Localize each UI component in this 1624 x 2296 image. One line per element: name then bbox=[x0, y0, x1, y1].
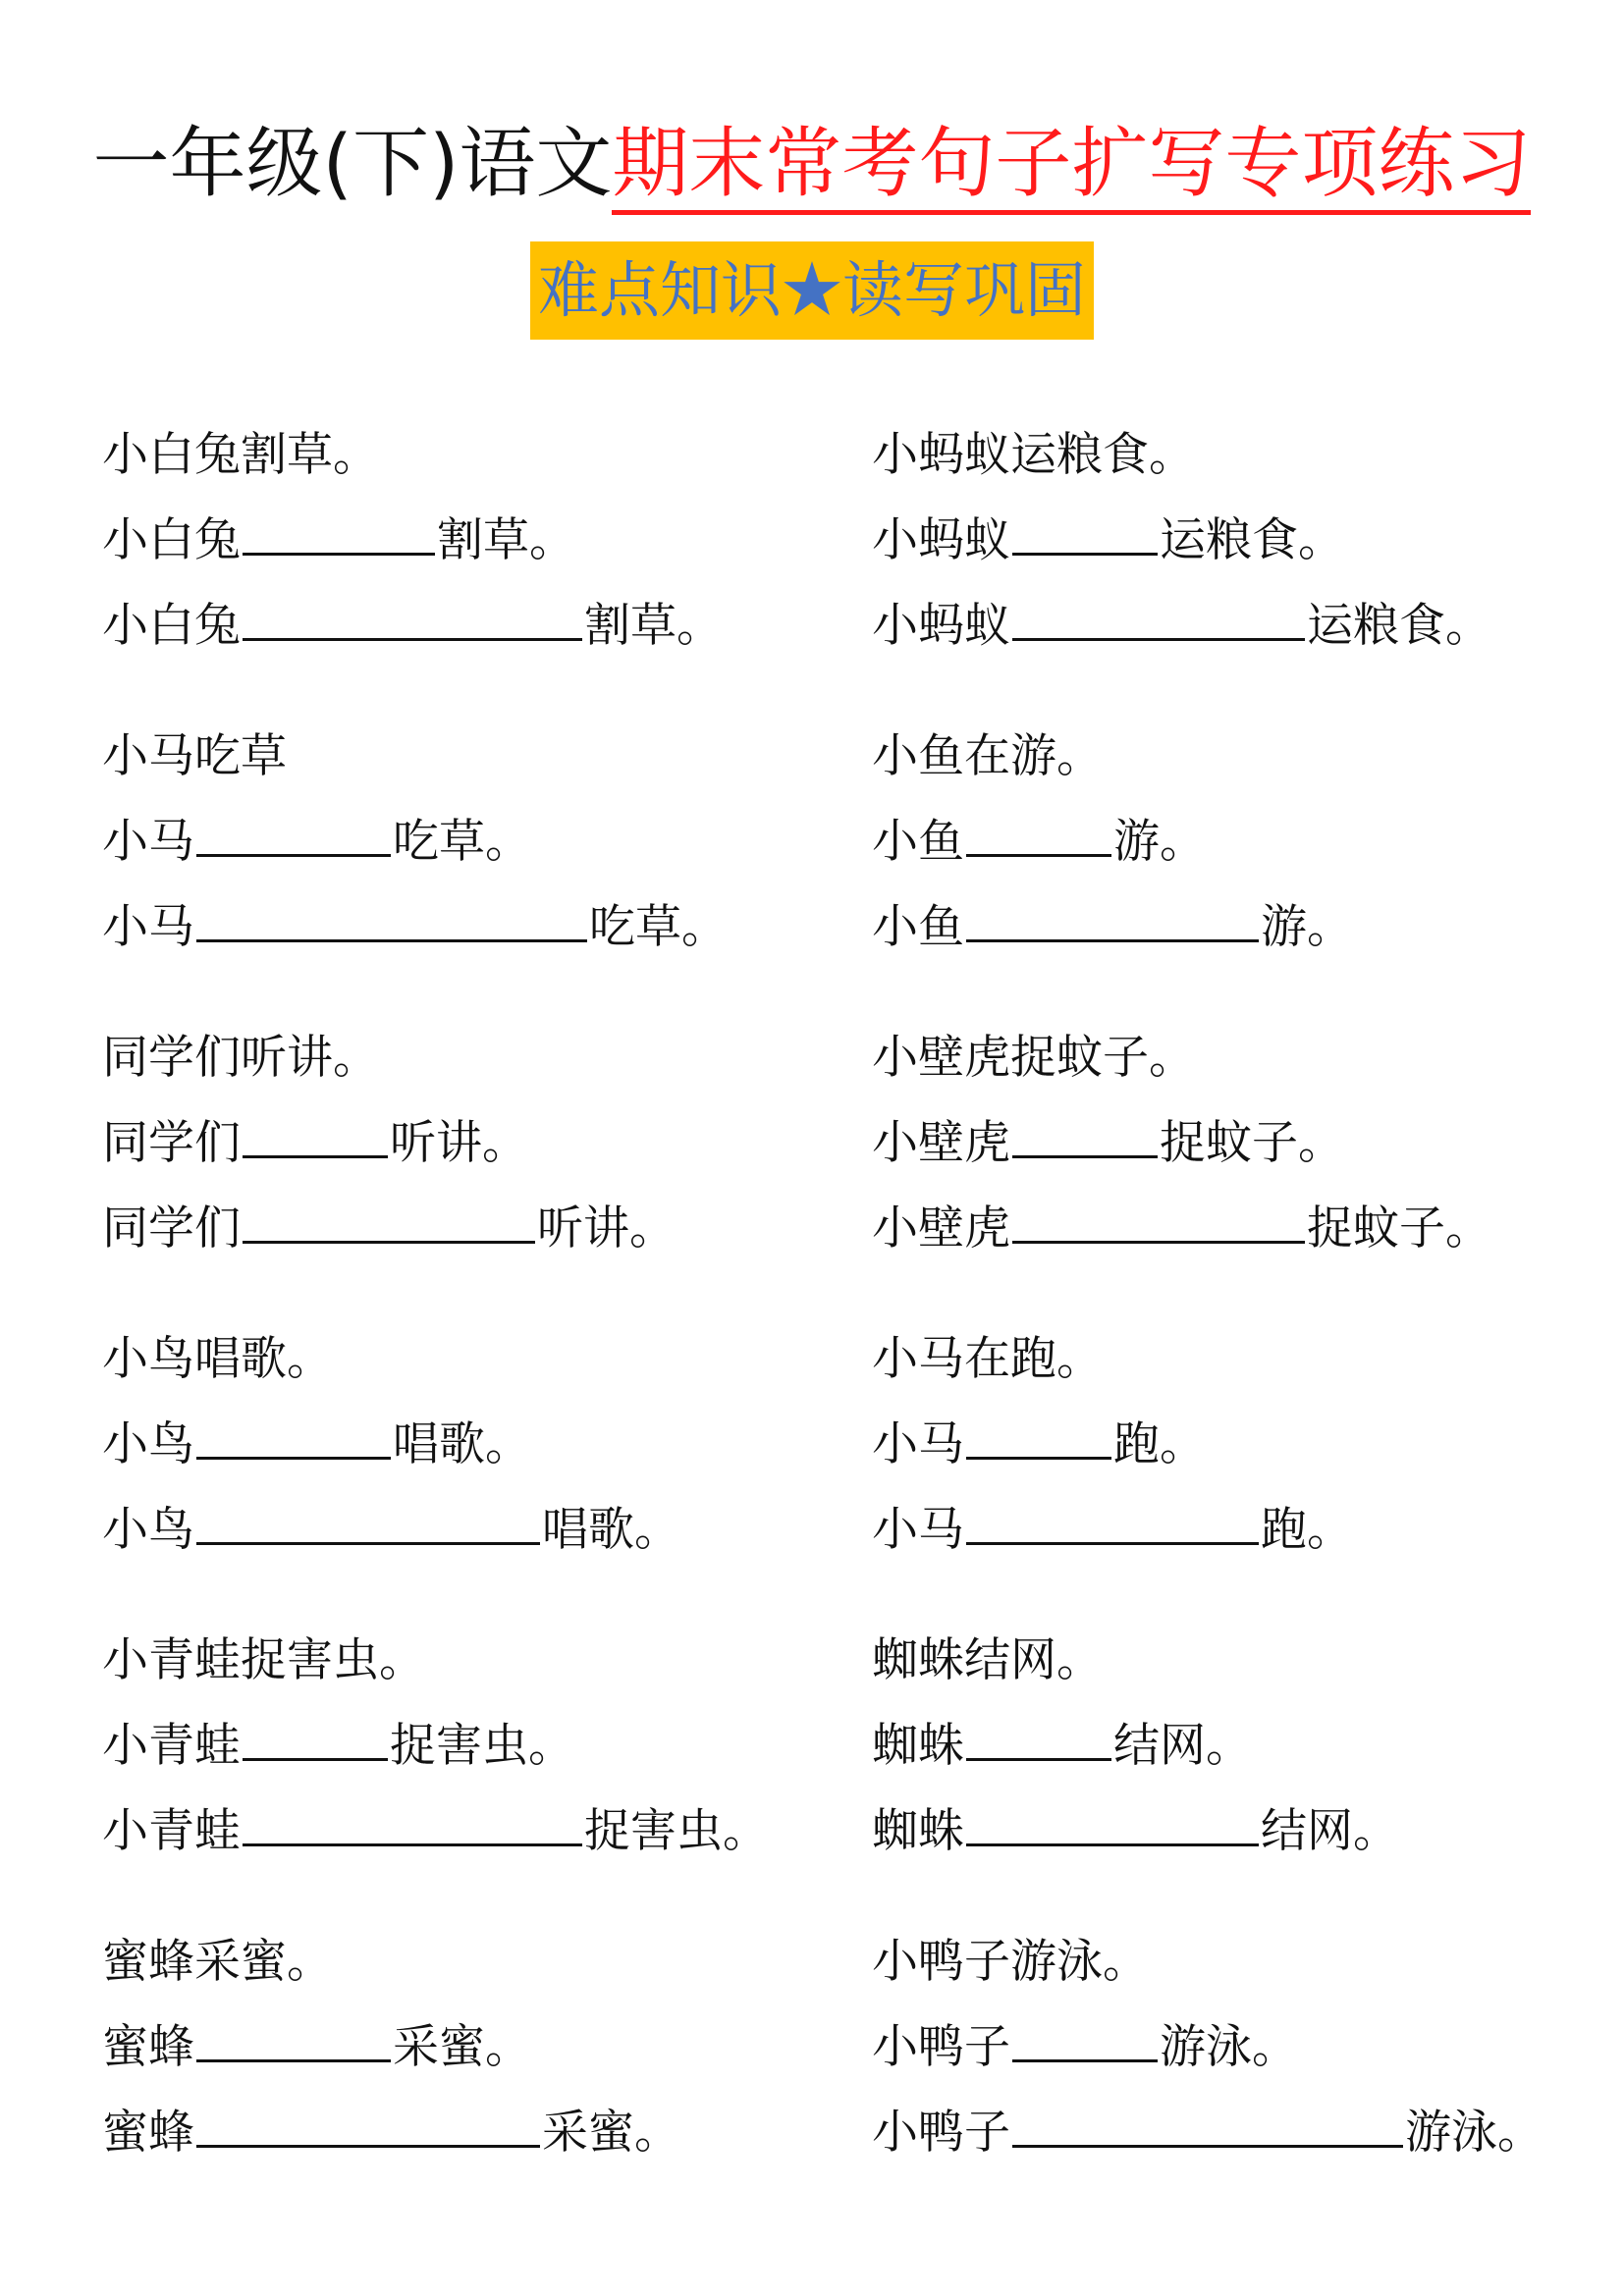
predicate: 结网。 bbox=[1113, 1719, 1252, 1773]
answer-blank[interactable] bbox=[1012, 2094, 1403, 2148]
subject: 小鱼 bbox=[872, 900, 964, 954]
answer-blank[interactable] bbox=[966, 1406, 1111, 1460]
subject: 小鱼 bbox=[872, 815, 964, 869]
answer-blank[interactable] bbox=[966, 888, 1259, 942]
expand-line-long bbox=[102, 1487, 848, 1573]
subtitle-part2: 读写巩固 bbox=[842, 254, 1087, 326]
predicate: 听讲。 bbox=[537, 1201, 676, 1255]
subtitle bbox=[530, 241, 1094, 340]
expand-line-long bbox=[872, 1487, 1618, 1573]
subject: 蜜蜂 bbox=[102, 2020, 194, 2074]
subject: 小青蛙 bbox=[102, 1719, 241, 1773]
answer-blank[interactable] bbox=[196, 888, 587, 942]
answer-blank[interactable] bbox=[243, 1104, 388, 1158]
original-sentence: 小马在跑。 bbox=[872, 1332, 1103, 1386]
answer-blank[interactable] bbox=[243, 1707, 388, 1761]
answer-blank[interactable] bbox=[966, 803, 1111, 857]
expand-line-short bbox=[872, 2004, 1618, 2090]
exercise-group bbox=[872, 412, 1618, 714]
answer-blank[interactable] bbox=[196, 2008, 391, 2062]
expand-line-short bbox=[872, 498, 1618, 583]
exercise-group bbox=[102, 1919, 848, 2220]
exercise-group bbox=[102, 1316, 848, 1618]
subject: 小鸭子 bbox=[872, 2106, 1010, 2160]
expand-line-long bbox=[102, 884, 848, 970]
answer-blank[interactable] bbox=[243, 502, 435, 556]
subject: 小白兔 bbox=[102, 513, 241, 567]
subject: 小马 bbox=[872, 1417, 964, 1471]
original-sentence: 小马吃草 bbox=[102, 729, 287, 783]
answer-blank[interactable] bbox=[196, 803, 391, 857]
predicate: 结网。 bbox=[1261, 1804, 1399, 1858]
subject: 蜜蜂 bbox=[102, 2106, 194, 2160]
answer-blank[interactable] bbox=[966, 1491, 1259, 1545]
expand-line-short bbox=[102, 2004, 848, 2090]
predicate: 捉害虫。 bbox=[390, 1719, 574, 1773]
answer-blank[interactable] bbox=[1012, 587, 1305, 641]
subject: 同学们 bbox=[102, 1116, 241, 1170]
expand-line-long bbox=[102, 583, 848, 668]
predicate: 吃草。 bbox=[393, 815, 531, 869]
predicate: 跑。 bbox=[1261, 1503, 1353, 1557]
subject: 同学们 bbox=[102, 1201, 241, 1255]
original-sentence: 蜜蜂采蜜。 bbox=[102, 1935, 333, 1989]
subject: 小鸭子 bbox=[872, 2020, 1010, 2074]
exercise-group bbox=[872, 1919, 1618, 2220]
expand-line-short bbox=[102, 1402, 848, 1487]
subtitle-banner bbox=[0, 241, 1624, 340]
exercise-column-left bbox=[102, 412, 848, 2220]
expand-line-short bbox=[102, 1100, 848, 1186]
page-title bbox=[0, 110, 1624, 218]
exercise-group bbox=[872, 714, 1618, 1015]
expand-line-long bbox=[102, 1186, 848, 1271]
answer-blank[interactable] bbox=[196, 2094, 540, 2148]
subject: 小壁虎 bbox=[872, 1116, 1010, 1170]
predicate: 割草。 bbox=[437, 513, 575, 567]
exercise-group bbox=[872, 1316, 1618, 1618]
subject: 蜘蛛 bbox=[872, 1719, 964, 1773]
answer-blank[interactable] bbox=[1012, 502, 1158, 556]
answer-blank[interactable] bbox=[243, 1190, 535, 1244]
original-sentence: 小蚂蚁运粮食。 bbox=[872, 428, 1195, 482]
predicate: 吃草。 bbox=[589, 900, 728, 954]
original-sentence: 小白兔割草。 bbox=[102, 428, 379, 482]
subject: 小马 bbox=[872, 1503, 964, 1557]
title-highlight: 期末常考句子扩写专项练习 bbox=[612, 120, 1531, 215]
subject: 小马 bbox=[102, 900, 194, 954]
exercise-group bbox=[102, 412, 848, 714]
original-sentence: 小壁虎捉蚊子。 bbox=[872, 1031, 1195, 1085]
subtitle-part1: 难点知识 bbox=[537, 254, 782, 326]
subject: 小蚂蚁 bbox=[872, 513, 1010, 567]
subject: 小蚂蚁 bbox=[872, 599, 1010, 653]
exercise-group bbox=[872, 1618, 1618, 1919]
subject: 小马 bbox=[102, 815, 194, 869]
predicate: 采蜜。 bbox=[542, 2106, 680, 2160]
star-icon: ★ bbox=[781, 254, 842, 326]
predicate: 捉蚊子。 bbox=[1307, 1201, 1491, 1255]
subject: 小青蛙 bbox=[102, 1804, 241, 1858]
predicate: 运粮食。 bbox=[1160, 513, 1344, 567]
expand-line-long bbox=[102, 2090, 848, 2175]
original-sentence: 小鸟唱歌。 bbox=[102, 1332, 333, 1386]
expand-line-short bbox=[872, 1100, 1618, 1186]
exercise-column-right bbox=[872, 412, 1618, 2220]
exercise-group bbox=[102, 1015, 848, 1316]
subject: 小鸟 bbox=[102, 1503, 194, 1557]
answer-blank[interactable] bbox=[196, 1491, 540, 1545]
expand-line-short bbox=[102, 498, 848, 583]
subject: 小壁虎 bbox=[872, 1201, 1010, 1255]
expand-line-short bbox=[102, 799, 848, 884]
predicate: 游。 bbox=[1261, 900, 1353, 954]
exercise-group bbox=[102, 714, 848, 1015]
subject: 蜘蛛 bbox=[872, 1804, 964, 1858]
original-sentence: 小青蛙捉害虫。 bbox=[102, 1633, 425, 1687]
original-sentence: 同学们听讲。 bbox=[102, 1031, 379, 1085]
predicate: 捉蚊子。 bbox=[1160, 1116, 1344, 1170]
predicate: 割草。 bbox=[584, 599, 723, 653]
predicate: 捉害虫。 bbox=[584, 1804, 769, 1858]
answer-blank[interactable] bbox=[196, 1406, 391, 1460]
predicate: 采蜜。 bbox=[393, 2020, 531, 2074]
predicate: 游泳。 bbox=[1405, 2106, 1543, 2160]
subject: 小白兔 bbox=[102, 599, 241, 653]
expand-line-short bbox=[872, 799, 1618, 884]
expand-line-long bbox=[872, 583, 1618, 668]
exercise-group bbox=[872, 1015, 1618, 1316]
original-sentence: 蜘蛛结网。 bbox=[872, 1633, 1103, 1687]
expand-line-long bbox=[102, 1789, 848, 1874]
answer-blank[interactable] bbox=[966, 1792, 1259, 1846]
title-prefix: 一年级(下)语文 bbox=[92, 120, 613, 208]
predicate: 游。 bbox=[1113, 815, 1206, 869]
predicate: 运粮食。 bbox=[1307, 599, 1491, 653]
subject: 小鸟 bbox=[102, 1417, 194, 1471]
exercise-group bbox=[102, 1618, 848, 1919]
original-sentence: 小鱼在游。 bbox=[872, 729, 1103, 783]
predicate: 跑。 bbox=[1113, 1417, 1206, 1471]
answer-blank[interactable] bbox=[1012, 1190, 1305, 1244]
expand-line-long bbox=[872, 2090, 1618, 2175]
answer-blank[interactable] bbox=[966, 1707, 1111, 1761]
answer-blank[interactable] bbox=[1012, 1104, 1158, 1158]
expand-line-long bbox=[872, 884, 1618, 970]
answer-blank[interactable] bbox=[243, 1792, 582, 1846]
predicate: 唱歌。 bbox=[393, 1417, 531, 1471]
predicate: 唱歌。 bbox=[542, 1503, 680, 1557]
answer-blank[interactable] bbox=[243, 587, 582, 641]
expand-line-short bbox=[872, 1402, 1618, 1487]
expand-line-short bbox=[872, 1703, 1618, 1789]
expand-line-short bbox=[102, 1703, 848, 1789]
predicate: 听讲。 bbox=[390, 1116, 528, 1170]
expand-line-long bbox=[872, 1186, 1618, 1271]
answer-blank[interactable] bbox=[1012, 2008, 1158, 2062]
expand-line-long bbox=[872, 1789, 1618, 1874]
original-sentence: 小鸭子游泳。 bbox=[872, 1935, 1149, 1989]
predicate: 游泳。 bbox=[1160, 2020, 1298, 2074]
